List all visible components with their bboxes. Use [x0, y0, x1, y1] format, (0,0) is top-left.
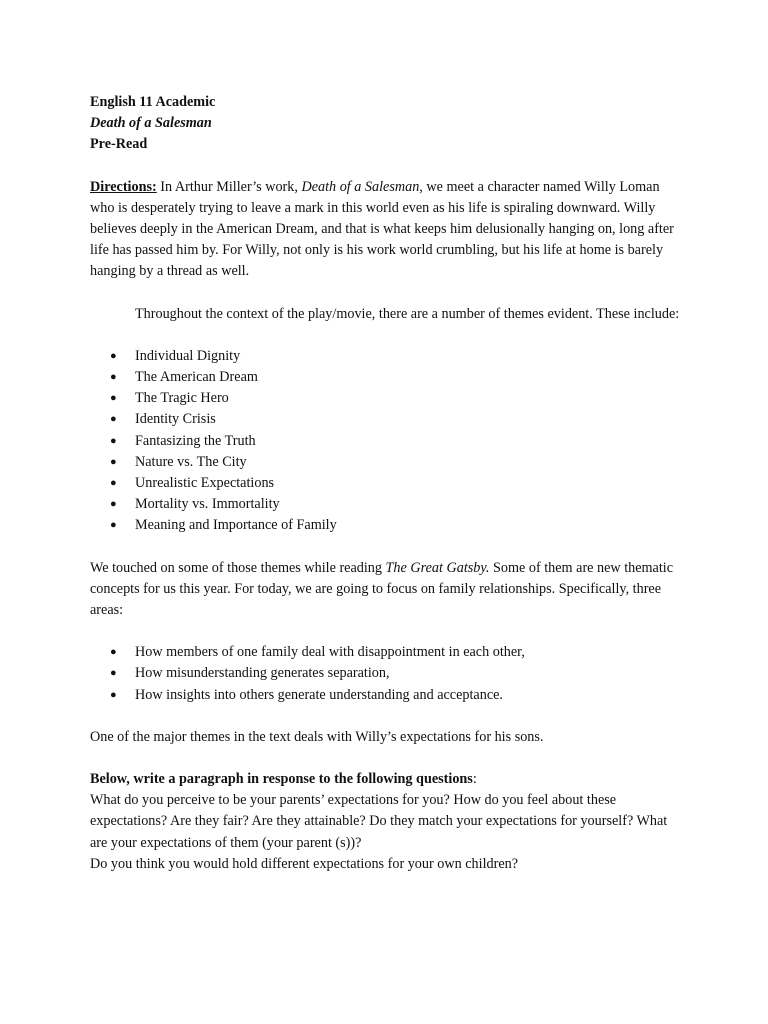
bullet-icon: ● [110, 667, 117, 680]
bullet-icon: ● [110, 413, 117, 426]
bullet-icon: ● [110, 434, 117, 447]
list-item: ● Nature vs. The City [90, 452, 680, 473]
list-item: ● Individual Dignity [90, 346, 680, 367]
directions-label: Directions: [90, 178, 157, 195]
major-theme-paragraph: One of the major themes in the text deals with Willy’s expectations for his sons. [90, 728, 544, 745]
list-item: ● How members of one family deal with disappointment in each other, [90, 642, 680, 663]
prompt-heading: Below, write a paragraph in response to the following questions: [90, 771, 477, 788]
bullet-icon: ● [110, 498, 117, 511]
gatsby-book-title: The Great Gatsby. [385, 559, 490, 576]
document-subtitle: Pre-Read [90, 136, 148, 153]
list-item: ● How insights into others generate understanding and acceptance. [90, 685, 680, 706]
directions-paragraph [90, 177, 680, 283]
list-item: ● The Tragic Hero [90, 388, 680, 409]
directions-work-title: Death of a Salesman, [301, 178, 423, 195]
bullet-icon: ● [110, 688, 117, 701]
themes-list [90, 346, 680, 537]
document-header [90, 92, 680, 156]
prompt-question-children: Do you think you would hold different expectations for your own children? [90, 855, 519, 872]
bullet-icon: ● [110, 519, 117, 532]
list-item: ● The American Dream [90, 367, 680, 388]
bullet-icon: ● [110, 646, 117, 659]
list-item: ● Fantasizing the Truth [90, 431, 680, 452]
course-name: English 11 Academic [90, 94, 216, 110]
document-title: Death of a Salesman [90, 115, 212, 132]
prompt-questions: What do you perceive to be your parents’ expectations for you? How do you feel about these expectations? Are they fair? Are they attainable? Do they match your expectations for yourself? What are your expectations of them (your parent (s))? [90, 792, 668, 851]
bullet-icon: ● [110, 349, 117, 362]
document-page [90, 92, 680, 875]
directions-text-1: In Arthur Miller’s work, [156, 178, 302, 195]
areas-list [90, 642, 680, 706]
list-item: ● Mortality vs. Immortality [90, 494, 680, 515]
bullet-icon: ● [110, 477, 117, 490]
list-item: ● Meaning and Importance of Family [90, 515, 680, 536]
themes-intro: Throughout the context of the play/movie, there are a number of themes evident. These include: [135, 305, 680, 322]
bullet-icon: ● [110, 371, 117, 384]
list-item: ● How misunderstanding generates separation, [90, 663, 680, 684]
directions-text-2: we meet a character named Willy Loman who is desperately trying to leave a mark in this world even as his life is spiraling downward. Willy believes deeply in the American Dream, and that is what keeps him delusionally hanging on, long after life has passed him by. For Willy, not only is his work world crumbling, but his life at home is barely hanging by a thread as well. [90, 178, 674, 280]
bullet-icon: ● [110, 392, 117, 405]
bullet-icon: ● [110, 455, 117, 468]
gatsby-paragraph: We touched on some of those themes while reading The Great Gatsby. Some of them are new thematic concepts for us this year. For today, we are going to focus on family relationships. Specifically, three areas: [90, 559, 674, 619]
list-item: ● Identity Crisis [90, 409, 680, 430]
prompt-label: Below, write a paragraph in response to the following questions [90, 771, 473, 788]
list-item: ● Unrealistic Expectations [90, 473, 680, 494]
